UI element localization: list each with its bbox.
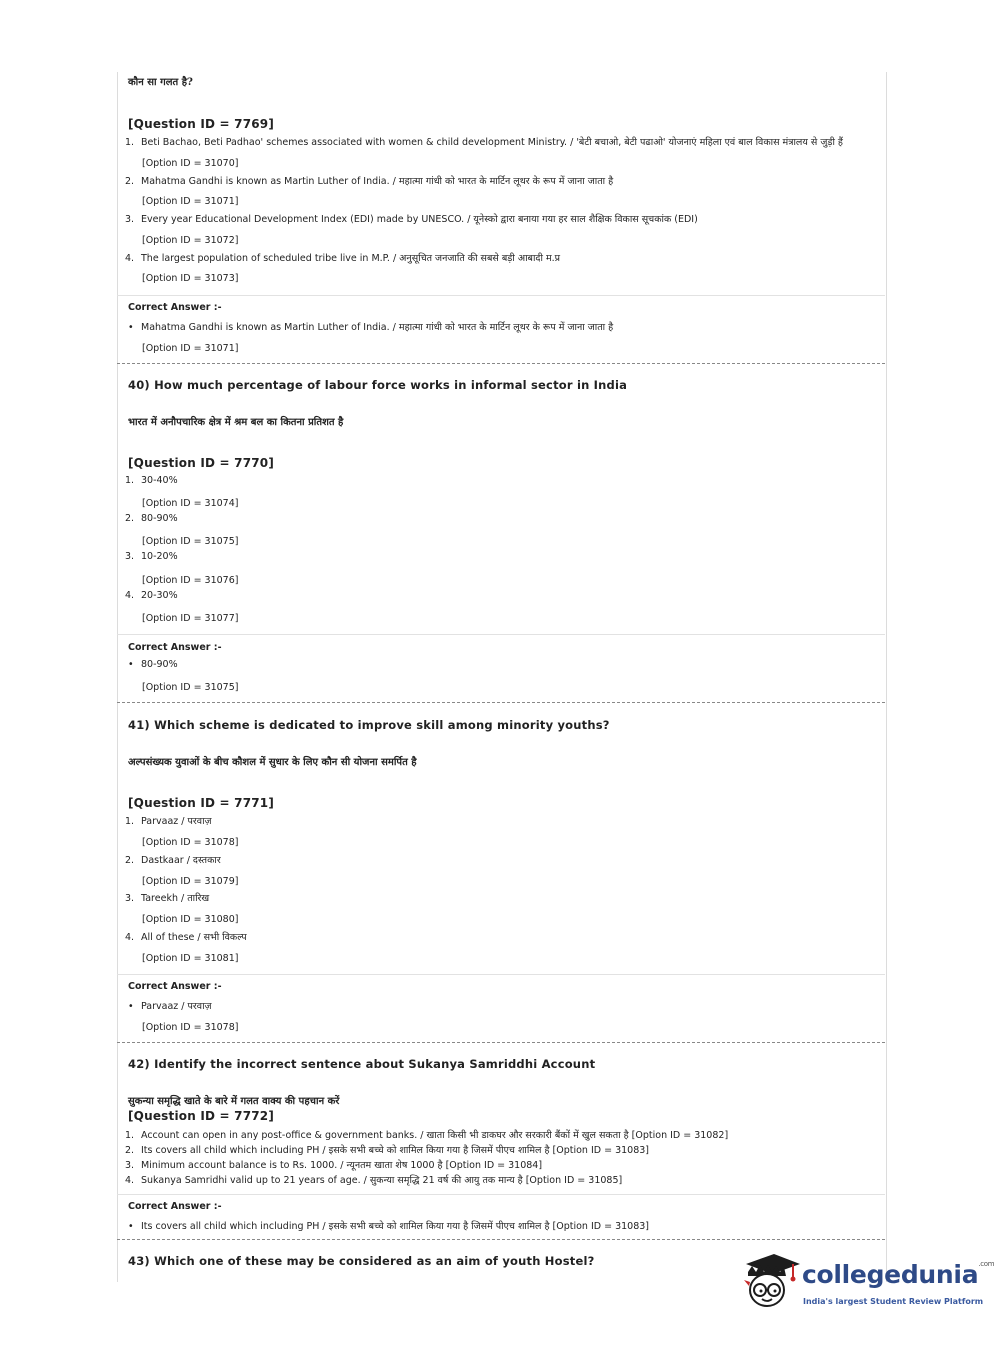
option-2: 2. 80-90%	[125, 513, 178, 524]
collegedunia-logo[interactable]	[740, 1250, 995, 1320]
option-2: 2. Mahatma Gandhi is known as Martin Luther of India. / महात्मा गांधी को भारत के मार्टिन लूथर के रूप में जाना जाता है	[125, 176, 614, 187]
question-id: [Question ID = 7771]	[128, 796, 275, 810]
option-id: [Option ID = 31080]	[142, 914, 239, 925]
correct-option-id: [Option ID = 31075]	[142, 682, 239, 693]
divider	[117, 974, 885, 975]
option-1: 1. Account can open in any post-office & government banks. / खाता किसी भी डाकघर और सरकारी बैंकों में खुल सकता है [Option ID = 31082]	[125, 1130, 729, 1141]
option-4: 4. 20-30%	[125, 590, 178, 601]
option-4: 4. The largest population of scheduled tribe live in M.P. / अनुसूचित जनजाति की सबसे बड़ी आबादी म.प्र	[125, 253, 561, 264]
option-id: [Option ID = 31078]	[142, 837, 239, 848]
option-id: [Option ID = 31079]	[142, 876, 239, 887]
option-id: [Option ID = 31076]	[142, 575, 239, 586]
correct-option-id: [Option ID = 31071]	[142, 343, 239, 354]
question-separator	[117, 1239, 885, 1240]
mascot-icon	[740, 1252, 802, 1316]
option-2: 2. Dastkaar / दस्तकार	[125, 855, 221, 866]
divider	[117, 295, 885, 296]
question-hindi: अल्पसंख्यक युवाओं के बीच कौशल में सुधार के लिए कौन सी योजना समर्पित है	[128, 757, 417, 768]
question-separator	[117, 702, 885, 703]
correct-answer-label: Correct Answer :-	[128, 981, 222, 992]
option-1: 1. Beti Bachao, Beti Padhao' schemes associated with women & child development Ministry. / 'बेटी बचाओ, बेटी पढाओ' योजनाएं महिला एवं बाल विकास मंत्रालय से जुड़ी हैं	[125, 137, 843, 148]
option-3: 3. 10-20%	[125, 551, 178, 562]
question-title: 41) Which scheme is dedicated to improve skill among minority youths?	[128, 718, 610, 732]
option-id: [Option ID = 31074]	[142, 498, 239, 509]
option-4: 4. Sukanya Samridhi valid up to 21 years of age. / सुकन्या समृद्धि 21 वर्ष की आयु तक मान्य है [Option ID = 31085]	[125, 1175, 623, 1186]
question-id: [Question ID = 7770]	[128, 456, 275, 470]
logo-wordmark: collegedunia$^{.com}$	[802, 1260, 995, 1289]
question-hindi: भारत में अनौपचारिक क्षेत्र में श्रम बल का कितना प्रतिशत है	[128, 417, 344, 428]
option-id: [Option ID = 31070]	[142, 158, 239, 169]
divider	[117, 1194, 885, 1195]
correct-option-id: [Option ID = 31078]	[142, 1022, 239, 1033]
option-3: 3. Minimum account balance is to Rs. 1000. / न्यूनतम खाता शेष 1000 है [Option ID = 31084]	[125, 1160, 543, 1171]
option-id: [Option ID = 31077]	[142, 613, 239, 624]
option-id: [Option ID = 31072]	[142, 235, 239, 246]
option-4: 4. All of these / सभी विकल्प	[125, 932, 247, 943]
question-separator	[117, 363, 885, 364]
option-id: [Option ID = 31075]	[142, 536, 239, 547]
question-title: 40) How much percentage of labour force works in informal sector in India	[128, 378, 628, 392]
correct-answer: • Mahatma Gandhi is known as Martin Luther of India. / महात्मा गांधी को भारत के मार्टिन लूथर के रूप में जाना जाता है	[128, 322, 614, 333]
correct-answer-label: Correct Answer :-	[128, 642, 222, 653]
option-id: [Option ID = 31071]	[142, 196, 239, 207]
option-3: 3. Every year Educational Development Index (EDI) made by UNESCO. / यूनेस्को द्वारा बनाया गया हर साल शैक्षिक विकास सूचकांक (EDI)	[125, 214, 698, 225]
question-id: [Question ID = 7769]	[128, 117, 275, 131]
option-1: 1. Parvaaz / परवाज़	[125, 816, 212, 827]
question-hindi: सुकन्या समृद्धि खाते के बारे में गलत वाक्य की पहचान करें	[128, 1096, 340, 1107]
logo-tagline: India's largest Student Review Platform	[803, 1297, 984, 1306]
option-1: 1. 30-40%	[125, 475, 178, 486]
correct-answer: • Its covers all child which including PH / इसके सभी बच्चे को शामिल किया गया है जिसमें पीएच शामिल है [Option ID = 31083]	[128, 1221, 650, 1232]
correct-answer-label: Correct Answer :-	[128, 302, 222, 313]
correct-answer: • Parvaaz / परवाज़	[128, 1001, 212, 1012]
correct-answer: • 80-90%	[128, 659, 178, 670]
option-id: [Option ID = 31081]	[142, 953, 239, 964]
option-id: [Option ID = 31073]	[142, 273, 239, 284]
correct-answer-label: Correct Answer :-	[128, 1201, 222, 1212]
question-id: [Question ID = 7772]	[128, 1109, 275, 1123]
divider	[117, 634, 885, 635]
question-title: 43) Which one of these may be considered as an aim of youth Hostel?	[128, 1254, 595, 1268]
question-separator	[117, 1042, 885, 1043]
question-hindi-continued: कौन सा गलत है?	[128, 77, 193, 88]
option-2: 2. Its covers all child which including PH / इसके सभी बच्चे को शामिल किया गया है जिसमें पीएच शामिल है [Option ID = 31083]	[125, 1145, 650, 1156]
option-3: 3. Tareekh / तारिख	[125, 893, 210, 904]
question-title: 42) Identify the incorrect sentence about Sukanya Samriddhi Account	[128, 1057, 596, 1071]
